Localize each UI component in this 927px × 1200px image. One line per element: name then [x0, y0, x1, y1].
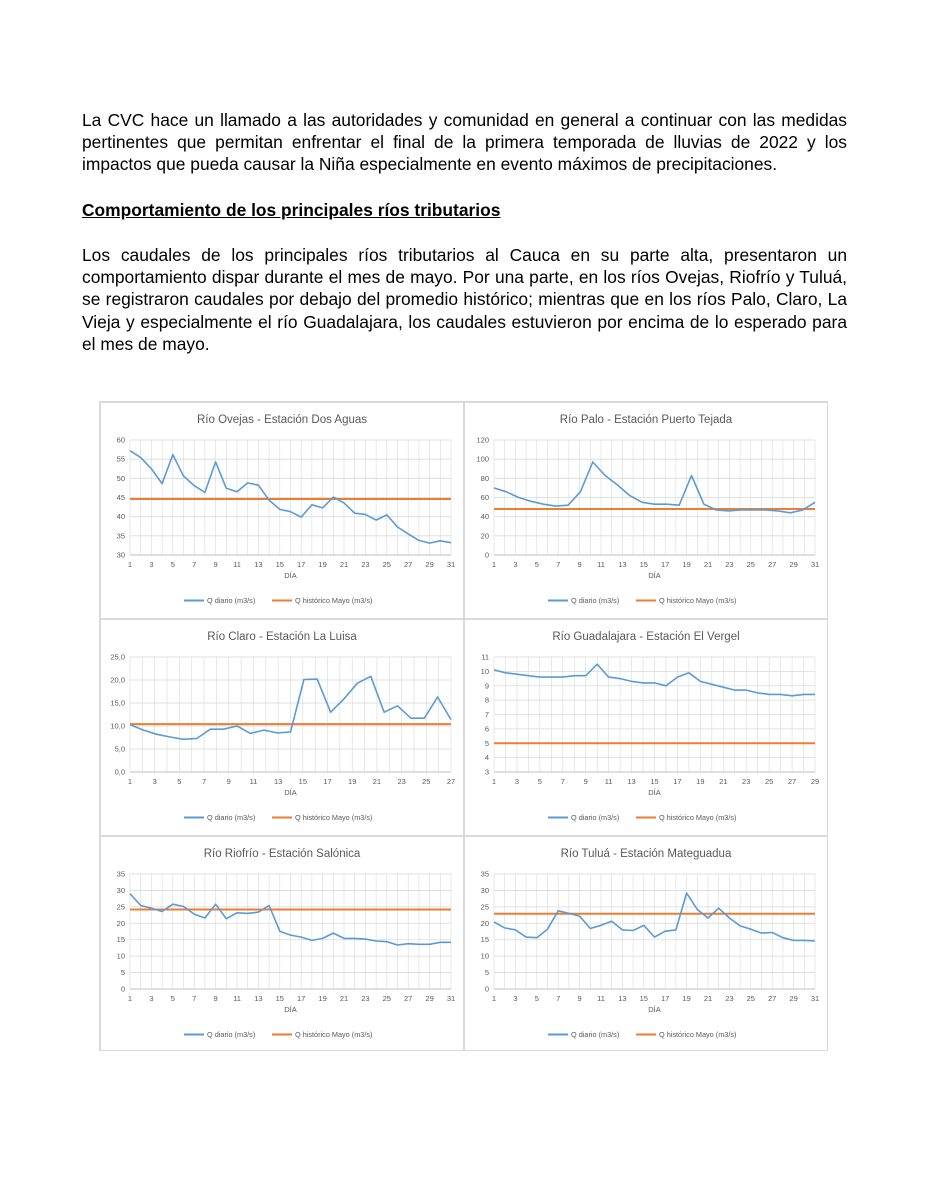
x-tick-label: 15 [298, 777, 308, 786]
legend-label-historic: Q histórico Mayo (m3/s) [659, 1030, 737, 1039]
x-tick-label: 15 [639, 560, 648, 569]
x-tick-label: 11 [604, 777, 613, 786]
x-tick-label: 17 [297, 560, 306, 569]
body-paragraph: Los caudales de los principales ríos tributarios al Cauca en su parte alta, presentaron un comportamiento dispar durante el mes de mayo. Por una parte, en los ríos Ovejas, Riofrío y Tuluá, se registraron caudales por debajo del promedio histórico; mientras que en los ríos Palo, Claro, La Vieja y especialmente el río Guadalajara, los caudales estuvieron por encima de lo esperado para el mes de mayo. [82, 245, 847, 354]
legend-label-daily: Q diario (m3/s) [571, 1030, 620, 1039]
x-tick-label: 27 [787, 777, 797, 786]
y-tick-label: 5 [484, 738, 489, 748]
y-tick-label: 0 [484, 550, 489, 560]
legend-label-daily: Q diario (m3/s) [571, 813, 620, 822]
chart-title: Río Palo - Estación Puerto Tejada [559, 414, 733, 426]
y-tick-label: 100 [476, 454, 489, 464]
x-tick-label: 3 [513, 560, 518, 569]
x-tick-label: 13 [618, 560, 627, 569]
y-tick-label: 55 [116, 454, 125, 464]
x-tick-label: 23 [725, 994, 734, 1003]
x-tick-label: 1 [127, 560, 133, 569]
x-tick-label: 3 [149, 560, 154, 569]
x-tick-label: 17 [323, 777, 332, 786]
x-tick-label: 19 [696, 777, 705, 786]
x-tick-label: 25 [764, 777, 774, 786]
chart-guadalajara [464, 619, 828, 836]
x-tick-label: 19 [682, 560, 691, 569]
chart-title: Río Guadalajara - Estación El Vergel [552, 631, 740, 643]
y-tick-label: 60 [116, 435, 125, 445]
x-tick-label: 19 [682, 994, 691, 1003]
y-tick-label: 30 [116, 885, 125, 895]
x-tick-label: 5 [170, 560, 175, 569]
chart-palo [464, 402, 828, 619]
x-tick-label: 7 [556, 994, 561, 1003]
y-tick-label: 7 [484, 710, 489, 719]
x-tick-label: 5 [534, 560, 539, 569]
x-tick-label: 23 [742, 777, 751, 786]
y-tick-label: 15 [116, 935, 125, 945]
y-tick-label: 30 [116, 550, 125, 560]
x-tick-label: 11 [249, 777, 258, 786]
x-tick-label: 7 [201, 777, 207, 786]
x-tick-label: 1 [127, 994, 133, 1003]
x-tick-label: 15 [275, 560, 284, 569]
x-tick-label: 7 [560, 777, 565, 786]
y-tick-label: 9 [484, 681, 489, 691]
x-axis-title: DÍA [284, 788, 297, 797]
x-tick-label: 11 [233, 994, 241, 1003]
x-tick-label: 7 [192, 560, 197, 569]
chart-claro [100, 619, 464, 836]
legend [548, 1030, 736, 1039]
legend-label-historic: Q histórico Mayo (m3/s) [295, 813, 373, 822]
x-tick-label: 9 [577, 994, 582, 1003]
x-tick-label: 29 [425, 994, 434, 1003]
x-tick-label: 27 [404, 560, 413, 569]
x-tick-label: 1 [491, 560, 497, 569]
x-tick-label: 11 [233, 560, 241, 569]
y-tick-label: 35 [116, 869, 125, 879]
x-tick-label: 13 [273, 777, 283, 786]
x-tick-label: 19 [318, 994, 327, 1003]
chart-svg [101, 837, 463, 1050]
x-tick-label: 21 [719, 777, 728, 786]
y-tick-label: 20 [480, 918, 489, 928]
chart-svg [101, 403, 463, 618]
y-tick-label: 25 [480, 902, 489, 912]
chart-tulua [464, 836, 828, 1051]
x-tick-label: 11 [597, 560, 605, 569]
x-tick-label: 25 [382, 560, 391, 569]
x-tick-label: 1 [491, 777, 497, 786]
y-tick-label: 0 [120, 984, 125, 994]
y-tick-label: 20,0 [110, 675, 125, 685]
x-tick-label: 7 [192, 994, 197, 1003]
x-axis-title: DÍA [648, 571, 661, 580]
x-tick-label: 15 [650, 777, 659, 786]
x-tick-label: 25 [746, 560, 755, 569]
y-tick-label: 20 [480, 531, 489, 541]
x-tick-label: 1 [491, 994, 497, 1003]
section-heading: Comportamiento de los principales ríos tributarios [82, 200, 501, 220]
x-tick-label: 21 [703, 994, 713, 1003]
x-tick-label: 25 [422, 777, 431, 786]
legend [184, 813, 372, 822]
x-tick-label: 5 [177, 777, 182, 786]
y-tick-label: 8 [484, 695, 489, 705]
x-tick-label: 21 [339, 994, 349, 1003]
y-tick-label: 11 [481, 652, 489, 662]
chart-title: Río Ovejas - Estación Dos Aguas [196, 414, 368, 426]
x-tick-label: 21 [339, 560, 349, 569]
x-tick-label: 9 [226, 777, 231, 786]
x-tick-label: 21 [372, 777, 382, 786]
y-tick-label: 25 [116, 902, 125, 912]
chart-riofrio [100, 836, 464, 1051]
x-tick-label: 17 [661, 560, 670, 569]
x-tick-label: 5 [534, 994, 539, 1003]
x-axis-title: DÍA [284, 1005, 297, 1014]
legend-label-daily: Q diario (m3/s) [571, 596, 620, 605]
x-tick-label: 13 [618, 994, 627, 1003]
x-tick-label: 11 [597, 994, 605, 1003]
x-tick-label: 7 [556, 560, 561, 569]
x-tick-label: 19 [348, 777, 357, 786]
x-tick-label: 3 [513, 994, 518, 1003]
x-tick-label: 5 [170, 994, 175, 1003]
y-tick-label: 6 [484, 724, 489, 734]
charts-figure [99, 401, 828, 1051]
y-tick-label: 35 [116, 531, 125, 541]
x-tick-label: 1 [127, 777, 133, 786]
x-tick-label: 29 [425, 560, 434, 569]
x-tick-label: 27 [404, 994, 413, 1003]
x-tick-label: 9 [577, 560, 582, 569]
x-tick-label: 31 [446, 994, 456, 1003]
y-tick-label: 3 [484, 767, 489, 777]
x-tick-label: 17 [661, 994, 670, 1003]
chart-svg [465, 620, 827, 835]
chart-title: Río Tuluá - Estación Mateguadua [560, 848, 732, 860]
y-tick-label: 45 [116, 493, 125, 502]
legend [184, 596, 372, 605]
x-axis-title: DÍA [648, 788, 661, 797]
y-tick-label: 80 [480, 473, 489, 483]
legend-label-daily: Q diario (m3/s) [207, 1030, 256, 1039]
x-tick-label: 19 [318, 560, 327, 569]
chart-svg [465, 403, 827, 618]
x-axis-title: DÍA [284, 571, 297, 580]
x-tick-label: 17 [673, 777, 682, 786]
y-tick-label: 15,0 [110, 698, 125, 708]
x-tick-label: 31 [810, 994, 820, 1003]
x-tick-label: 3 [514, 777, 520, 786]
x-tick-label: 23 [397, 777, 406, 786]
x-tick-label: 25 [382, 994, 391, 1003]
y-tick-label: 120 [476, 435, 489, 445]
legend-label-historic: Q histórico Mayo (m3/s) [295, 1030, 373, 1039]
legend [548, 596, 736, 605]
legend [184, 1030, 372, 1039]
y-tick-label: 10,0 [110, 721, 125, 731]
y-tick-label: 0 [484, 984, 489, 994]
x-tick-label: 15 [639, 994, 648, 1003]
y-tick-label: 10 [480, 951, 489, 961]
chart-svg [101, 620, 463, 835]
x-tick-label: 13 [627, 777, 636, 786]
chart-title: Río Riofrío - Estación Salónica [203, 848, 361, 860]
intro-paragraph: La CVC hace un llamado a las autoridades y comunidad en general a continuar con las medidas pertinentes que permitan enfrentar el final de la primera temporada de lluvias de 2022 y los impactos que pueda causar la Niña especialmente en evento máximos de precipitaciones. [82, 110, 847, 175]
x-tick-label: 13 [254, 994, 263, 1003]
x-tick-label: 25 [746, 994, 755, 1003]
y-tick-label: 5 [120, 968, 125, 978]
y-tick-label: 40 [480, 512, 489, 522]
y-tick-label: 25,0 [110, 652, 125, 662]
y-tick-label: 10 [480, 666, 489, 676]
x-tick-label: 29 [789, 994, 798, 1003]
chart-ovejas [100, 402, 464, 619]
y-tick-label: 5 [484, 968, 489, 978]
y-tick-label: 0,0 [114, 767, 125, 777]
y-tick-label: 10 [116, 951, 125, 961]
y-tick-label: 30 [480, 885, 489, 895]
x-tick-label: 31 [446, 560, 456, 569]
chart-title: Río Claro - Estación La Luisa [207, 631, 357, 643]
legend [548, 813, 736, 822]
x-tick-label: 23 [361, 994, 370, 1003]
y-tick-label: 20 [116, 918, 125, 928]
x-tick-label: 17 [297, 994, 306, 1003]
x-tick-label: 31 [810, 560, 820, 569]
y-tick-label: 50 [116, 473, 125, 483]
legend-label-historic: Q histórico Mayo (m3/s) [659, 813, 737, 822]
x-tick-label: 29 [810, 777, 820, 786]
x-tick-label: 29 [789, 560, 798, 569]
x-tick-label: 23 [725, 560, 734, 569]
x-tick-label: 5 [537, 777, 542, 786]
y-tick-label: 60 [480, 493, 489, 502]
y-tick-label: 5,0 [114, 744, 125, 754]
x-tick-label: 9 [213, 994, 218, 1003]
chart-svg [465, 837, 827, 1050]
x-tick-label: 27 [768, 560, 777, 569]
x-tick-label: 9 [213, 560, 218, 569]
x-tick-label: 3 [149, 994, 154, 1003]
y-tick-label: 35 [480, 869, 489, 879]
x-tick-label: 27 [446, 777, 456, 786]
x-tick-label: 27 [768, 994, 777, 1003]
y-tick-label: 40 [116, 512, 125, 522]
y-tick-label: 15 [480, 935, 489, 945]
x-tick-label: 3 [152, 777, 157, 786]
legend-label-historic: Q histórico Mayo (m3/s) [295, 596, 373, 605]
legend-label-daily: Q diario (m3/s) [207, 813, 256, 822]
x-axis-title: DÍA [648, 1005, 661, 1014]
legend-label-daily: Q diario (m3/s) [207, 596, 256, 605]
x-tick-label: 15 [275, 994, 284, 1003]
y-tick-label: 4 [484, 753, 489, 763]
legend-label-historic: Q histórico Mayo (m3/s) [659, 596, 737, 605]
x-tick-label: 21 [703, 560, 713, 569]
x-tick-label: 23 [361, 560, 370, 569]
x-tick-label: 9 [583, 777, 588, 786]
x-tick-label: 13 [254, 560, 263, 569]
